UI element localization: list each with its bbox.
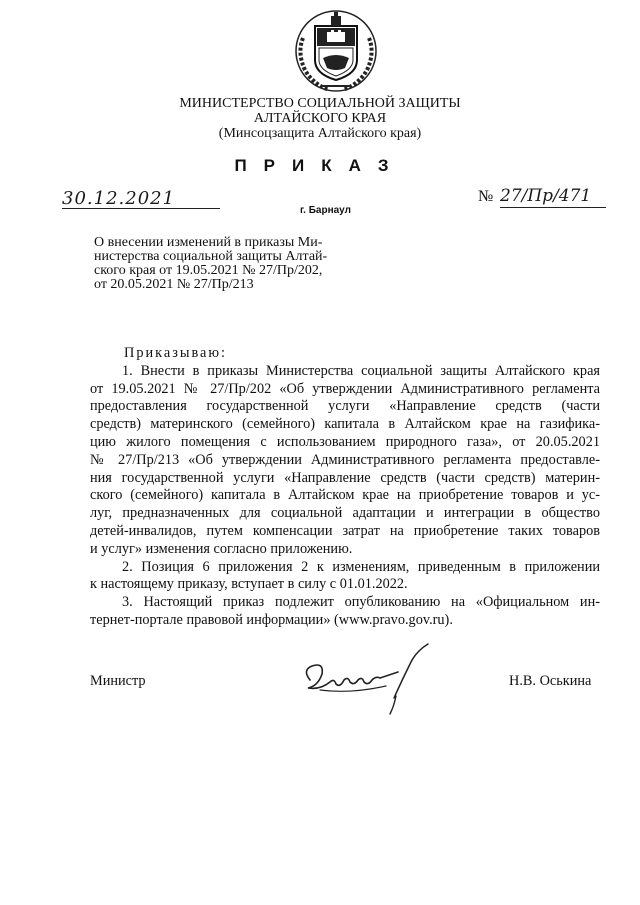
order-body <box>90 345 600 630</box>
body-line: средств) материнского (семейного) капитала в Алтайском крае на газифика- <box>90 416 600 433</box>
signatory-role: Министр <box>90 673 146 689</box>
order-number-field <box>478 186 608 212</box>
signatory-name: Н.В. Оськина <box>509 673 592 689</box>
body-line: и услуг» изменения согласно приложению. <box>90 540 353 557</box>
subject-line: ского края от 19.05.2021 № 27/Пр/202, <box>94 263 323 278</box>
body-line: ского (семейного) капитала в Алтайском крае на приобретение товаров и ус- <box>90 487 600 504</box>
body-line: предоставления государственной услуги «Направление средств (части <box>90 398 600 415</box>
city-label: г. Барнаул <box>300 205 351 216</box>
body-line: от 19.05.2021 № 27/Пр/202 «Об утверждении Административного регламента <box>90 380 600 397</box>
subject-line: от 20.05.2021 № 27/Пр/213 <box>94 277 254 292</box>
order-date: 30.12.2021 <box>62 188 176 209</box>
body-line: к настоящему приказу, вступает в силу с 01.01.2022. <box>90 576 408 593</box>
body-line: 3. Настоящий приказ подлежит опубликованию на «Официальном ин- <box>122 594 600 611</box>
document-title: ПРИКАЗ <box>234 156 406 175</box>
body-line: цию жилого помещения с использованием природного газа», от 20.05.2021 <box>90 433 600 450</box>
number-sign: № <box>478 188 494 205</box>
coat-of-arms-emblem <box>293 8 379 94</box>
ministry-short-name: (Минсоцзащита Алтайского края) <box>218 126 422 141</box>
number-underline <box>500 207 606 208</box>
order-subject <box>94 236 364 292</box>
order-number: 27/Пр/471 <box>500 186 592 206</box>
date-underline <box>62 208 220 209</box>
order-date-field <box>62 188 220 212</box>
ministry-name-line2: АЛТАЙСКОГО КРАЯ <box>253 111 387 126</box>
subject-line: нистерства социальной защиты Алтай- <box>94 249 328 264</box>
body-line: детей-инвалидов, путем компенсации затрат на приобретение таких товаров <box>90 522 600 539</box>
body-line: № 27/Пр/213 «Об утверждении Административного регламента предоставле- <box>90 451 600 468</box>
body-line: тернет-портале правовой информации» (www.pravo.gov.ru). <box>90 611 453 628</box>
handwritten-signature <box>290 640 440 720</box>
prikazyvayu-label: Приказываю: <box>124 345 228 361</box>
body-line: луг, предназначенных для социальной адаптации и интеграции в общество <box>90 505 600 522</box>
body-line: 1. Внести в приказы Министерства социальной защиты Алтайского края <box>122 362 600 379</box>
ministry-name-line1: МИНИСТЕРСТВО СОЦИАЛЬНОЙ ЗАЩИТЫ <box>179 96 461 111</box>
subject-line: О внесении изменений в приказы Ми- <box>94 235 323 250</box>
body-line: ния государственной услуги «Направление средств (части средств) материн- <box>90 469 600 486</box>
body-line: 2. Позиция 6 приложения 2 к изменениям, приведенным в приложении <box>122 558 600 575</box>
